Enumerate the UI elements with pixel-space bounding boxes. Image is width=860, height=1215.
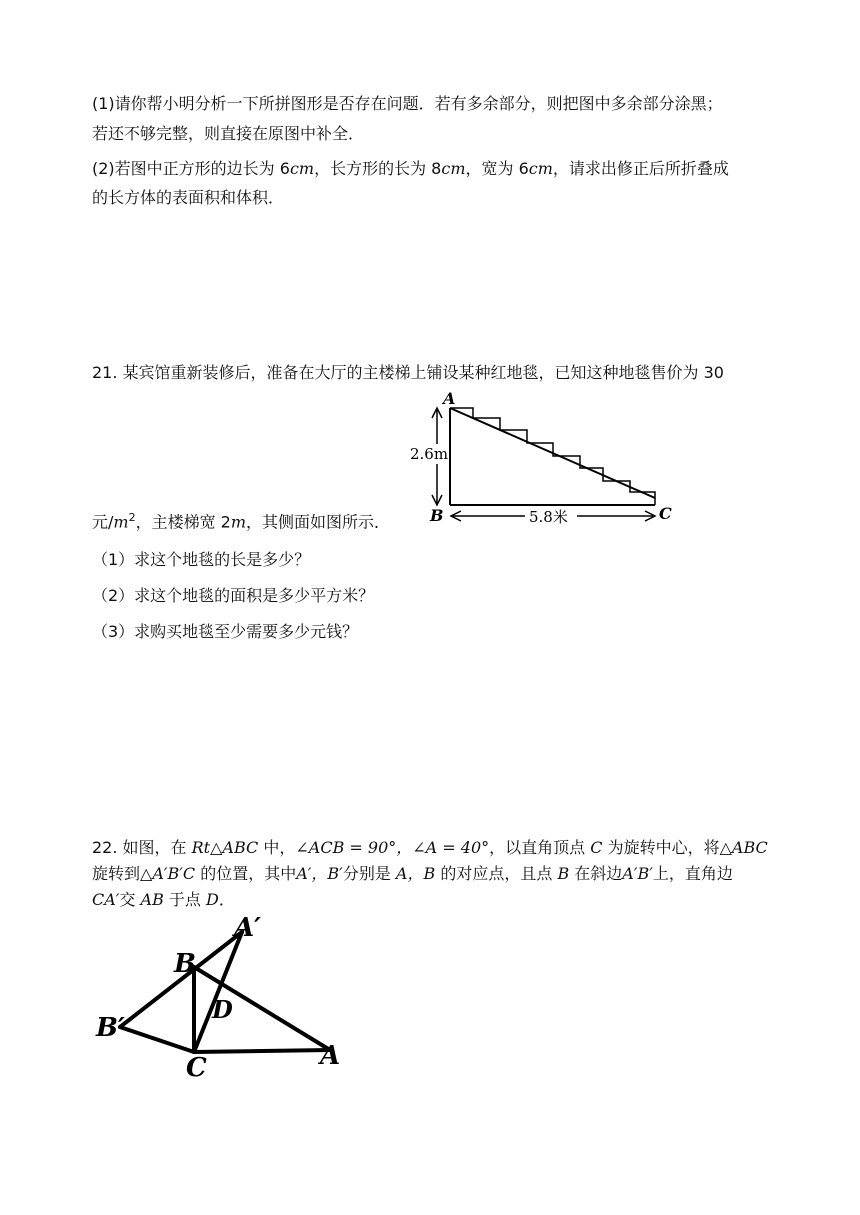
q22-stem-line2 — [92, 862, 733, 886]
unit: m — [113, 512, 129, 532]
q21-stem-line: 21. 某宾馆重新装修后，准备在大厅的主楼梯上铺设某种红地毯，已知这种地毯售价为 30 — [92, 363, 724, 382]
q22-stem-line1 — [92, 836, 768, 860]
unit: cm — [441, 159, 466, 178]
text: ，主楼梯宽 2 — [135, 512, 231, 532]
math: C — [590, 838, 603, 857]
math: A′B′ — [622, 864, 653, 883]
text: 的对应点，且点 — [435, 864, 558, 883]
text: 22. 如图，在 — [92, 838, 192, 857]
math: B — [557, 864, 570, 883]
text: 为旋转中心，将 — [602, 838, 720, 857]
unit: cm — [289, 159, 315, 178]
label-c: C — [659, 504, 672, 523]
math: △ABC — [719, 838, 768, 857]
label-c: C — [186, 1053, 207, 1082]
text: 分别是 — [342, 864, 396, 883]
text: ，请求出修正后所折叠成 — [552, 159, 729, 178]
exponent: 2 — [128, 511, 136, 524]
q20-part2-line — [92, 157, 729, 181]
label-b: B — [430, 506, 444, 525]
label-b-prime: B′ — [96, 1013, 125, 1043]
unit: cm — [528, 159, 553, 178]
q22-stem-line3 — [92, 888, 235, 912]
rotation-figure — [92, 912, 352, 1082]
text: (2)若图中正方形的边长为 6 — [92, 159, 290, 178]
label-a-prime: A′ — [234, 913, 262, 943]
q21-sub1: （1）求这个地毯的长是多少？ — [92, 550, 311, 569]
text: ． — [218, 890, 235, 909]
math: Rt△ABC — [191, 838, 259, 857]
math: AB — [140, 890, 164, 909]
text: 中， — [258, 838, 296, 857]
segment-c-a — [194, 1050, 330, 1052]
math: A′，B′ — [296, 864, 343, 883]
unit: m — [230, 512, 247, 532]
text: 交 — [119, 890, 141, 909]
math: ∠ACB = 90°，∠A = 40° — [295, 838, 490, 857]
text: ，宽为 6 — [465, 159, 529, 178]
text: 于点 — [163, 890, 207, 909]
text: 的位置，其中 — [195, 864, 297, 883]
text: ，以直角顶点 — [489, 838, 591, 857]
text: 上，直角边 — [652, 864, 733, 883]
q20-part1-line-cont: 若还不够完整，则直接在原图中补全． — [92, 124, 365, 143]
width-label: 5.8米 — [529, 508, 568, 526]
label-b: B — [174, 949, 196, 979]
label-a: A — [443, 389, 456, 408]
label-d: D — [212, 995, 233, 1024]
math: D — [206, 890, 219, 909]
segment-b-prime-c — [120, 1027, 194, 1052]
text: ，其侧面如图所示． — [246, 512, 391, 532]
text: 旋转到 — [92, 864, 141, 883]
text: ，长方形的长为 8 — [314, 159, 442, 178]
text: 元/ — [92, 512, 114, 532]
text: 在斜边 — [569, 864, 623, 883]
height-label: 2.6m — [410, 445, 449, 463]
q20-part1-line: (1)请你帮小明分析一下所拼图形是否存在问题．若有多余部分，则把图中多余部分涂黑； — [92, 94, 723, 113]
math: △A′B′C — [140, 864, 196, 883]
label-a: A — [320, 1041, 341, 1071]
q21-price-line — [92, 506, 390, 534]
q21-sub2: （2）求这个地毯的面积是多少平方米？ — [92, 586, 375, 605]
math: CA′ — [92, 890, 120, 909]
staircase-figure — [405, 388, 680, 528]
q21-sub3: （3）求购买地毯至少需要多少元钱？ — [92, 622, 359, 641]
math: A，B — [395, 864, 436, 883]
q20-part2-line-cont: 的长方体的表面积和体积． — [92, 188, 285, 207]
